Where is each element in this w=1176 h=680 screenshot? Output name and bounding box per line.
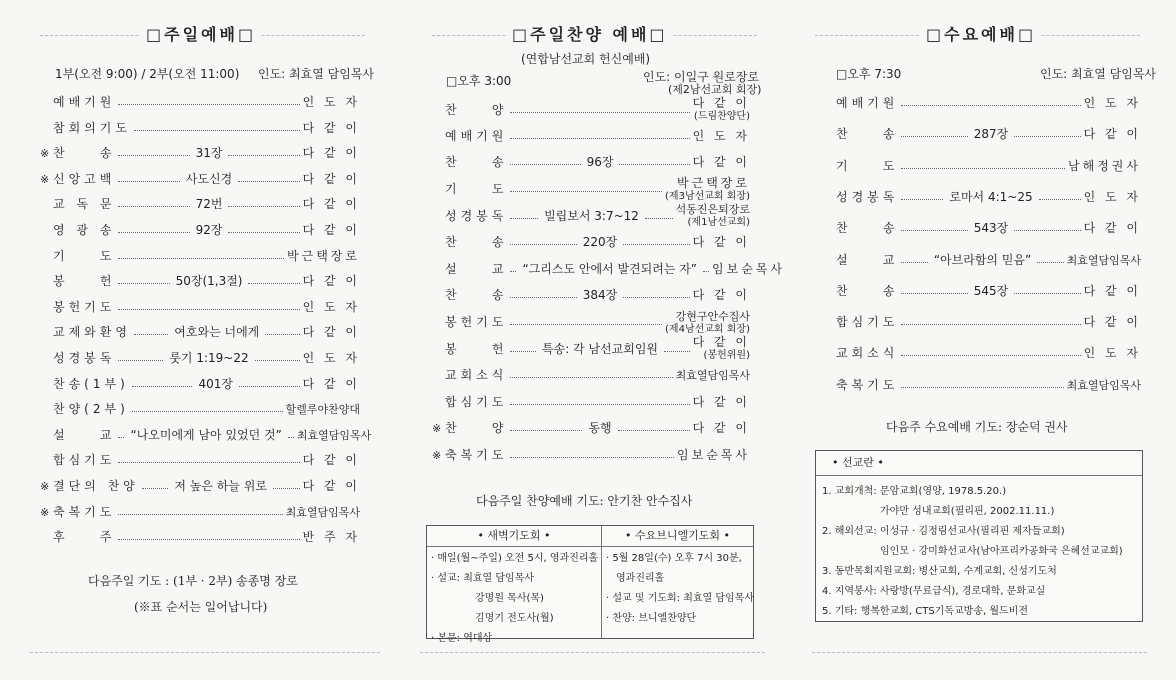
leader-dots xyxy=(1037,262,1063,263)
service-item xyxy=(823,191,1141,204)
item-label: 예배기원 xyxy=(53,95,116,109)
item-detail: 룻기 1:19~22 xyxy=(169,351,249,365)
divider xyxy=(812,652,1147,653)
item-label: 설 교 xyxy=(445,261,508,276)
leader-dots xyxy=(118,437,124,438)
item-label: 축복기도 xyxy=(836,377,899,392)
item-detail: “그리스도 안에서 발견되려는 자” xyxy=(522,261,698,276)
service-item xyxy=(823,254,1141,267)
leader-dots xyxy=(238,181,299,182)
leader-dots xyxy=(901,105,1080,106)
leader-dots xyxy=(510,297,576,298)
item-detail: 545장 xyxy=(973,283,1009,298)
item-person: 최효열담임목사 xyxy=(296,428,372,442)
service-times: 1부(오전 9:00) / 2부(오전 11:00) xyxy=(55,67,240,81)
item-label: 봉헌기도 xyxy=(53,299,116,314)
info-line: · 찬양: 브니엘찬양단 xyxy=(606,613,697,624)
leader-dots xyxy=(901,199,943,200)
item-person: 인 도 자 xyxy=(1083,96,1141,110)
info-line: · 5월 28일(수) 오후 7시 30분, xyxy=(606,553,742,564)
service-item xyxy=(823,222,1141,235)
service-item xyxy=(432,156,750,169)
service-item xyxy=(823,285,1141,298)
item-detail: 특송: 각 남선교회임원 xyxy=(542,341,659,356)
item-person: 인 도 자 xyxy=(692,128,750,143)
item-label: 예배기원 xyxy=(445,128,508,143)
leader-dots xyxy=(510,377,672,378)
item-detail: 로마서 4:1~25 xyxy=(949,189,1033,204)
item-label: 찬 송 xyxy=(836,283,899,298)
leader-dots xyxy=(273,488,300,489)
item-detail: 동행 xyxy=(588,421,612,436)
standing-mark: ※ xyxy=(432,422,442,436)
standing-mark: ※ xyxy=(40,480,50,493)
item-label: 교회소식 xyxy=(836,346,899,361)
panel-heading: • 새벽기도회 • xyxy=(427,526,601,547)
service-item xyxy=(40,403,360,416)
leader-dots xyxy=(510,404,689,405)
info-line: 강명원 목사(목) xyxy=(475,593,544,604)
item-label: 합심기도 xyxy=(445,394,508,409)
leader-dots xyxy=(118,309,299,310)
service-item xyxy=(40,454,360,467)
service-item xyxy=(432,289,750,302)
item-detail: 287장 xyxy=(973,127,1009,142)
item-label: 찬 양 xyxy=(445,421,508,436)
item-person: 최효열담임목사 xyxy=(1066,378,1141,392)
item-person: 다 같 이 xyxy=(1083,221,1142,236)
info-line: · 설교 및 기도회: 최효열 담임목사 xyxy=(606,593,755,604)
leader-dots xyxy=(510,271,516,272)
item-label: 찬양(2부) xyxy=(53,402,129,417)
service-item xyxy=(432,369,750,382)
service-item xyxy=(432,130,750,143)
leader-dots xyxy=(901,136,967,137)
service-item xyxy=(40,378,360,391)
leader-dots xyxy=(118,232,189,233)
service-item xyxy=(432,422,750,435)
item-detail: 여호와는 너에게 xyxy=(174,325,260,340)
leader-dots xyxy=(118,360,163,361)
item-person: 다 같 이 xyxy=(692,155,751,170)
item-person: 다 같 이 xyxy=(302,197,360,212)
item-label: 예배기원 xyxy=(836,96,899,110)
standing-footnote: (※표 순서는 일어납니다) xyxy=(134,600,268,614)
item-label: 찬송(1부) xyxy=(53,376,129,391)
leader-dots xyxy=(703,271,709,272)
divider xyxy=(420,652,765,653)
service-item xyxy=(432,396,750,409)
item-person: 다 같 이 xyxy=(302,453,360,468)
leader-dots xyxy=(510,138,689,139)
service-item xyxy=(432,449,750,462)
leader-dots xyxy=(118,104,299,105)
mission-heading: • 선교란 • xyxy=(816,451,1142,476)
person-name: 다 같 이 xyxy=(692,96,750,110)
leader-dots xyxy=(228,232,299,233)
service-item xyxy=(432,203,750,229)
service-item xyxy=(40,352,360,365)
leader-dots xyxy=(255,360,300,361)
item-person: 다 같 이 xyxy=(302,325,360,340)
standing-mark: ※ xyxy=(40,147,50,161)
item-person: 임보순목사 xyxy=(712,261,785,276)
item-label: 찬 송 xyxy=(445,288,508,303)
person-role: (봉헌위원) xyxy=(703,350,750,362)
leader-dots xyxy=(118,181,179,182)
leader-dots xyxy=(901,293,967,294)
service-item xyxy=(40,122,360,135)
item-person: 할렐루야찬양대 xyxy=(285,403,360,417)
person-name: 박근택장로 xyxy=(677,175,750,190)
service-item xyxy=(40,427,372,442)
item-label: 찬 양 xyxy=(445,102,508,117)
service-item xyxy=(432,236,750,249)
leader-dots xyxy=(510,164,580,165)
item-person: 다 같 이 xyxy=(302,120,360,135)
item-person: 다 같 이 xyxy=(302,479,360,493)
service-item xyxy=(432,261,785,276)
item-label: 찬 송 xyxy=(445,155,508,170)
person-role: (제3남선교회 회장) xyxy=(665,190,750,202)
item-detail: 384장 xyxy=(582,288,618,303)
section-title: □주일예배□ xyxy=(140,22,262,45)
item-label: 찬 송 xyxy=(836,221,899,236)
item-label: 성경봉독 xyxy=(445,208,508,223)
person-role: (드림찬양단) xyxy=(693,111,750,122)
section-subtitle: (연합남선교회 헌신예배) xyxy=(521,52,651,66)
item-detail: 저 높은 하늘 위로 xyxy=(174,479,267,493)
item-detail: 사도신경 xyxy=(185,171,233,186)
service-leader-note: (제2남선교회 회장) xyxy=(668,83,762,96)
item-person: 다 같 이 xyxy=(1083,127,1142,142)
leader-dots xyxy=(645,218,673,219)
item-label: 설 교 xyxy=(53,427,116,442)
leader-dots xyxy=(118,462,299,463)
service-item xyxy=(40,198,360,211)
item-person: 다 같 이 xyxy=(302,171,360,186)
leader-dots xyxy=(239,386,300,387)
item-detail: 96장 xyxy=(586,155,614,170)
leader-dots xyxy=(1039,199,1081,200)
leader-dots xyxy=(901,324,1080,325)
service-item xyxy=(40,224,360,237)
leader-dots xyxy=(510,351,536,352)
item-person xyxy=(676,203,750,229)
leader-dots xyxy=(901,387,1063,388)
item-label: 축복기도 xyxy=(445,447,508,462)
service-item xyxy=(40,506,360,519)
leader-dots xyxy=(664,351,690,352)
leader-dots xyxy=(134,334,168,335)
item-detail: 빌립보서 3:7~12 xyxy=(544,208,639,223)
info-line: 가야만 성내교회(필리핀, 2002.11.11.) xyxy=(880,506,1055,517)
leader-dots xyxy=(118,258,284,259)
leader-dots xyxy=(510,218,538,219)
service-item xyxy=(40,173,360,186)
leader-dots xyxy=(623,244,689,245)
item-person: 다 같 이 xyxy=(302,146,361,161)
service-item xyxy=(40,480,360,493)
leader-dots xyxy=(132,411,283,412)
info-line: 영과진리홀 xyxy=(616,573,665,584)
info-line: 1. 교회개척: 문암교회(영양, 1978.5.20.) xyxy=(822,486,1007,497)
person-name: 강현구안수집사 xyxy=(675,309,750,323)
item-label: 교제와환영 xyxy=(53,325,131,340)
item-person: 다 같 이 xyxy=(1083,315,1141,330)
item-label: 찬 송 xyxy=(445,235,508,249)
leader-dots xyxy=(134,130,300,131)
info-line: · 본문: 역대상 xyxy=(431,633,493,644)
service-item xyxy=(432,97,750,123)
item-person: 다 같 이 xyxy=(692,235,751,249)
leader-dots xyxy=(901,355,1080,356)
leader-dots xyxy=(901,262,927,263)
service-item xyxy=(432,310,750,336)
info-line: · 설교: 최효열 담임목사 xyxy=(431,573,535,584)
person-name: 다 같 이 xyxy=(692,335,750,350)
person-name: 석동진은퇴장로 xyxy=(675,203,750,217)
service-item xyxy=(823,379,1141,392)
next-prayer-note: 다음주일 찬양예배 기도: 안기찬 안수집사 xyxy=(476,494,693,508)
person-role: (제4남선교회 회장) xyxy=(665,323,750,335)
service-item xyxy=(432,177,750,203)
item-label: 후 주 xyxy=(53,530,116,545)
info-line: 임인모 · 강미화선교사(남아프리카공화국 은혜선교교회) xyxy=(880,546,1123,557)
item-label: 합심기도 xyxy=(836,315,899,330)
service-item xyxy=(40,531,360,544)
announcement-box xyxy=(426,525,755,644)
item-person: 인 도 자 xyxy=(302,351,360,365)
item-label: 교 독 문 xyxy=(53,197,116,212)
item-person: 다 같 이 xyxy=(692,394,750,409)
service-item xyxy=(40,326,360,339)
item-person: 임보순목사 xyxy=(677,447,750,462)
leader-dots xyxy=(132,386,193,387)
leader-dots xyxy=(118,514,282,515)
item-label: 참회의기도 xyxy=(53,120,131,135)
service-item xyxy=(40,301,360,314)
item-label: 성경봉독 xyxy=(836,189,899,204)
leader-dots xyxy=(510,191,662,192)
info-line: 4. 지역봉사: 사랑방(무료급식), 경로대학, 문화교실 xyxy=(822,586,1046,597)
info-line: 2. 해외선교: 이성규 · 김정림선교사(필리핀 제자들교회) xyxy=(822,526,1065,537)
item-person: 다 같 이 xyxy=(302,376,360,391)
leader-dots xyxy=(228,206,299,207)
service-item xyxy=(823,97,1141,110)
service-time: □오후 3:00 xyxy=(446,74,512,88)
leader-dots xyxy=(1014,230,1080,231)
leader-dots xyxy=(265,334,299,335)
item-person: 인 도 자 xyxy=(302,299,360,314)
leader-dots xyxy=(901,168,1065,169)
service-leader: 인도: 최효열 담임목사 xyxy=(1040,67,1157,81)
item-label: 결단의 찬양 xyxy=(53,479,139,493)
item-label: 설 교 xyxy=(836,252,899,267)
item-person: 남해정권사 xyxy=(1068,158,1141,173)
leader-dots xyxy=(288,437,294,438)
item-person xyxy=(693,336,750,362)
leader-dots xyxy=(228,155,299,156)
item-detail: 72번 xyxy=(195,197,223,212)
service-item xyxy=(40,250,360,263)
item-person xyxy=(693,97,750,123)
info-line: · 매일(월~주일) 오전 5시, 영과진리홀 xyxy=(431,553,599,564)
service-leader: 인도: 최효열 담임목사 xyxy=(258,67,375,81)
wednesday-prayer-panel xyxy=(602,526,753,629)
item-label: 교회소식 xyxy=(445,368,508,382)
item-label: 기 도 xyxy=(53,248,116,263)
person-role: (제1남선교회) xyxy=(687,217,750,229)
info-line: 5. 기타: 행복한교회, CTS기독교방송, 월드비전 xyxy=(822,606,1028,617)
service-leader: 인도: 이일구 원로장로 xyxy=(643,70,760,84)
service-item xyxy=(40,147,360,160)
item-person: 다 같 이 xyxy=(302,223,360,237)
service-item xyxy=(40,275,360,288)
item-label: 봉헌기도 xyxy=(445,315,508,330)
standing-mark: ※ xyxy=(432,448,442,462)
mission-box xyxy=(815,450,1143,622)
item-detail: 401장 xyxy=(198,376,233,391)
panel-heading: • 수요브니엘기도회 • xyxy=(602,526,753,547)
item-person: 다 같 이 xyxy=(1083,283,1142,298)
item-label: 합심기도 xyxy=(53,453,116,468)
leader-dots xyxy=(118,539,299,540)
item-person: 반 주 자 xyxy=(302,530,360,545)
item-person xyxy=(665,310,750,336)
standing-mark: ※ xyxy=(40,172,50,186)
item-person: 박근택장로 xyxy=(287,248,360,263)
item-detail: 220장 xyxy=(582,235,618,249)
section-title: □주일찬양 예배□ xyxy=(506,22,674,45)
item-person: 다 같 이 xyxy=(692,288,751,303)
leader-dots xyxy=(118,283,169,284)
service-item xyxy=(823,128,1141,141)
leader-dots xyxy=(510,430,582,431)
leader-dots xyxy=(118,155,189,156)
leader-dots xyxy=(1014,293,1080,294)
leader-dots xyxy=(510,457,674,458)
item-label: 찬 송 xyxy=(836,127,899,142)
mission-lines xyxy=(816,476,1142,622)
info-line: 3. 동반목회지원교회: 병산교회, 수계교회, 신성기도처 xyxy=(822,566,1057,577)
item-detail: 543장 xyxy=(973,221,1009,236)
leader-dots xyxy=(142,488,169,489)
leader-dots xyxy=(248,283,299,284)
divider xyxy=(30,652,380,653)
item-label: 찬 송 xyxy=(53,146,116,161)
leader-dots xyxy=(1014,136,1080,137)
item-person: 최효열담임목사 xyxy=(675,369,750,382)
item-label: 축복기도 xyxy=(53,504,116,519)
item-label: 봉 헌 xyxy=(445,341,508,356)
item-person: 다 같 이 xyxy=(692,421,751,436)
item-person: 인 도 자 xyxy=(1083,346,1141,361)
item-label: 기 도 xyxy=(836,158,899,173)
leader-dots xyxy=(623,297,689,298)
item-detail: “아브라함의 믿음” xyxy=(933,252,1032,267)
item-person: 인 도 자 xyxy=(1083,189,1142,204)
item-person: 최효열담임목사 xyxy=(285,505,360,519)
item-label: 신앙고백 xyxy=(53,171,116,186)
service-item xyxy=(823,347,1141,360)
section-title: □수요예배□ xyxy=(920,22,1042,45)
item-label: 봉 헌 xyxy=(53,274,116,289)
item-label: 영 광 송 xyxy=(53,223,116,237)
leader-dots xyxy=(510,244,576,245)
item-detail: “나오미에게 남아 있었던 것” xyxy=(130,427,282,442)
item-person: 최효열담임목사 xyxy=(1066,253,1141,267)
item-person xyxy=(665,177,750,203)
leader-dots xyxy=(619,164,689,165)
next-prayer-note: 다음주일 기도 : (1부 · 2부) 송종명 장로 xyxy=(88,574,298,588)
leader-dots xyxy=(510,324,662,325)
item-label: 성경봉독 xyxy=(53,351,116,365)
service-item xyxy=(823,160,1141,173)
service-item xyxy=(40,96,360,109)
leader-dots xyxy=(510,112,689,113)
item-detail: 31장 xyxy=(195,146,223,161)
leader-dots xyxy=(618,430,690,431)
next-prayer-note: 다음주 수요예배 기도: 장순덕 권사 xyxy=(886,420,1068,434)
panel-lines xyxy=(602,547,753,629)
standing-mark: ※ xyxy=(40,505,50,519)
service-time: □오후 7:30 xyxy=(836,67,902,81)
dawn-prayer-panel xyxy=(427,526,601,649)
panel-lines xyxy=(427,547,601,649)
item-person: 다 같 이 xyxy=(302,274,361,289)
item-person: 인 도 자 xyxy=(302,95,360,109)
leader-dots xyxy=(118,206,189,207)
info-line: 김명기 전도사(월) xyxy=(475,613,554,624)
item-label: 기 도 xyxy=(445,182,508,197)
service-item xyxy=(823,316,1141,329)
service-item xyxy=(432,336,750,362)
item-detail: 50장(1,3절) xyxy=(175,274,243,289)
leader-dots xyxy=(901,230,967,231)
item-detail: 92장 xyxy=(195,223,223,237)
